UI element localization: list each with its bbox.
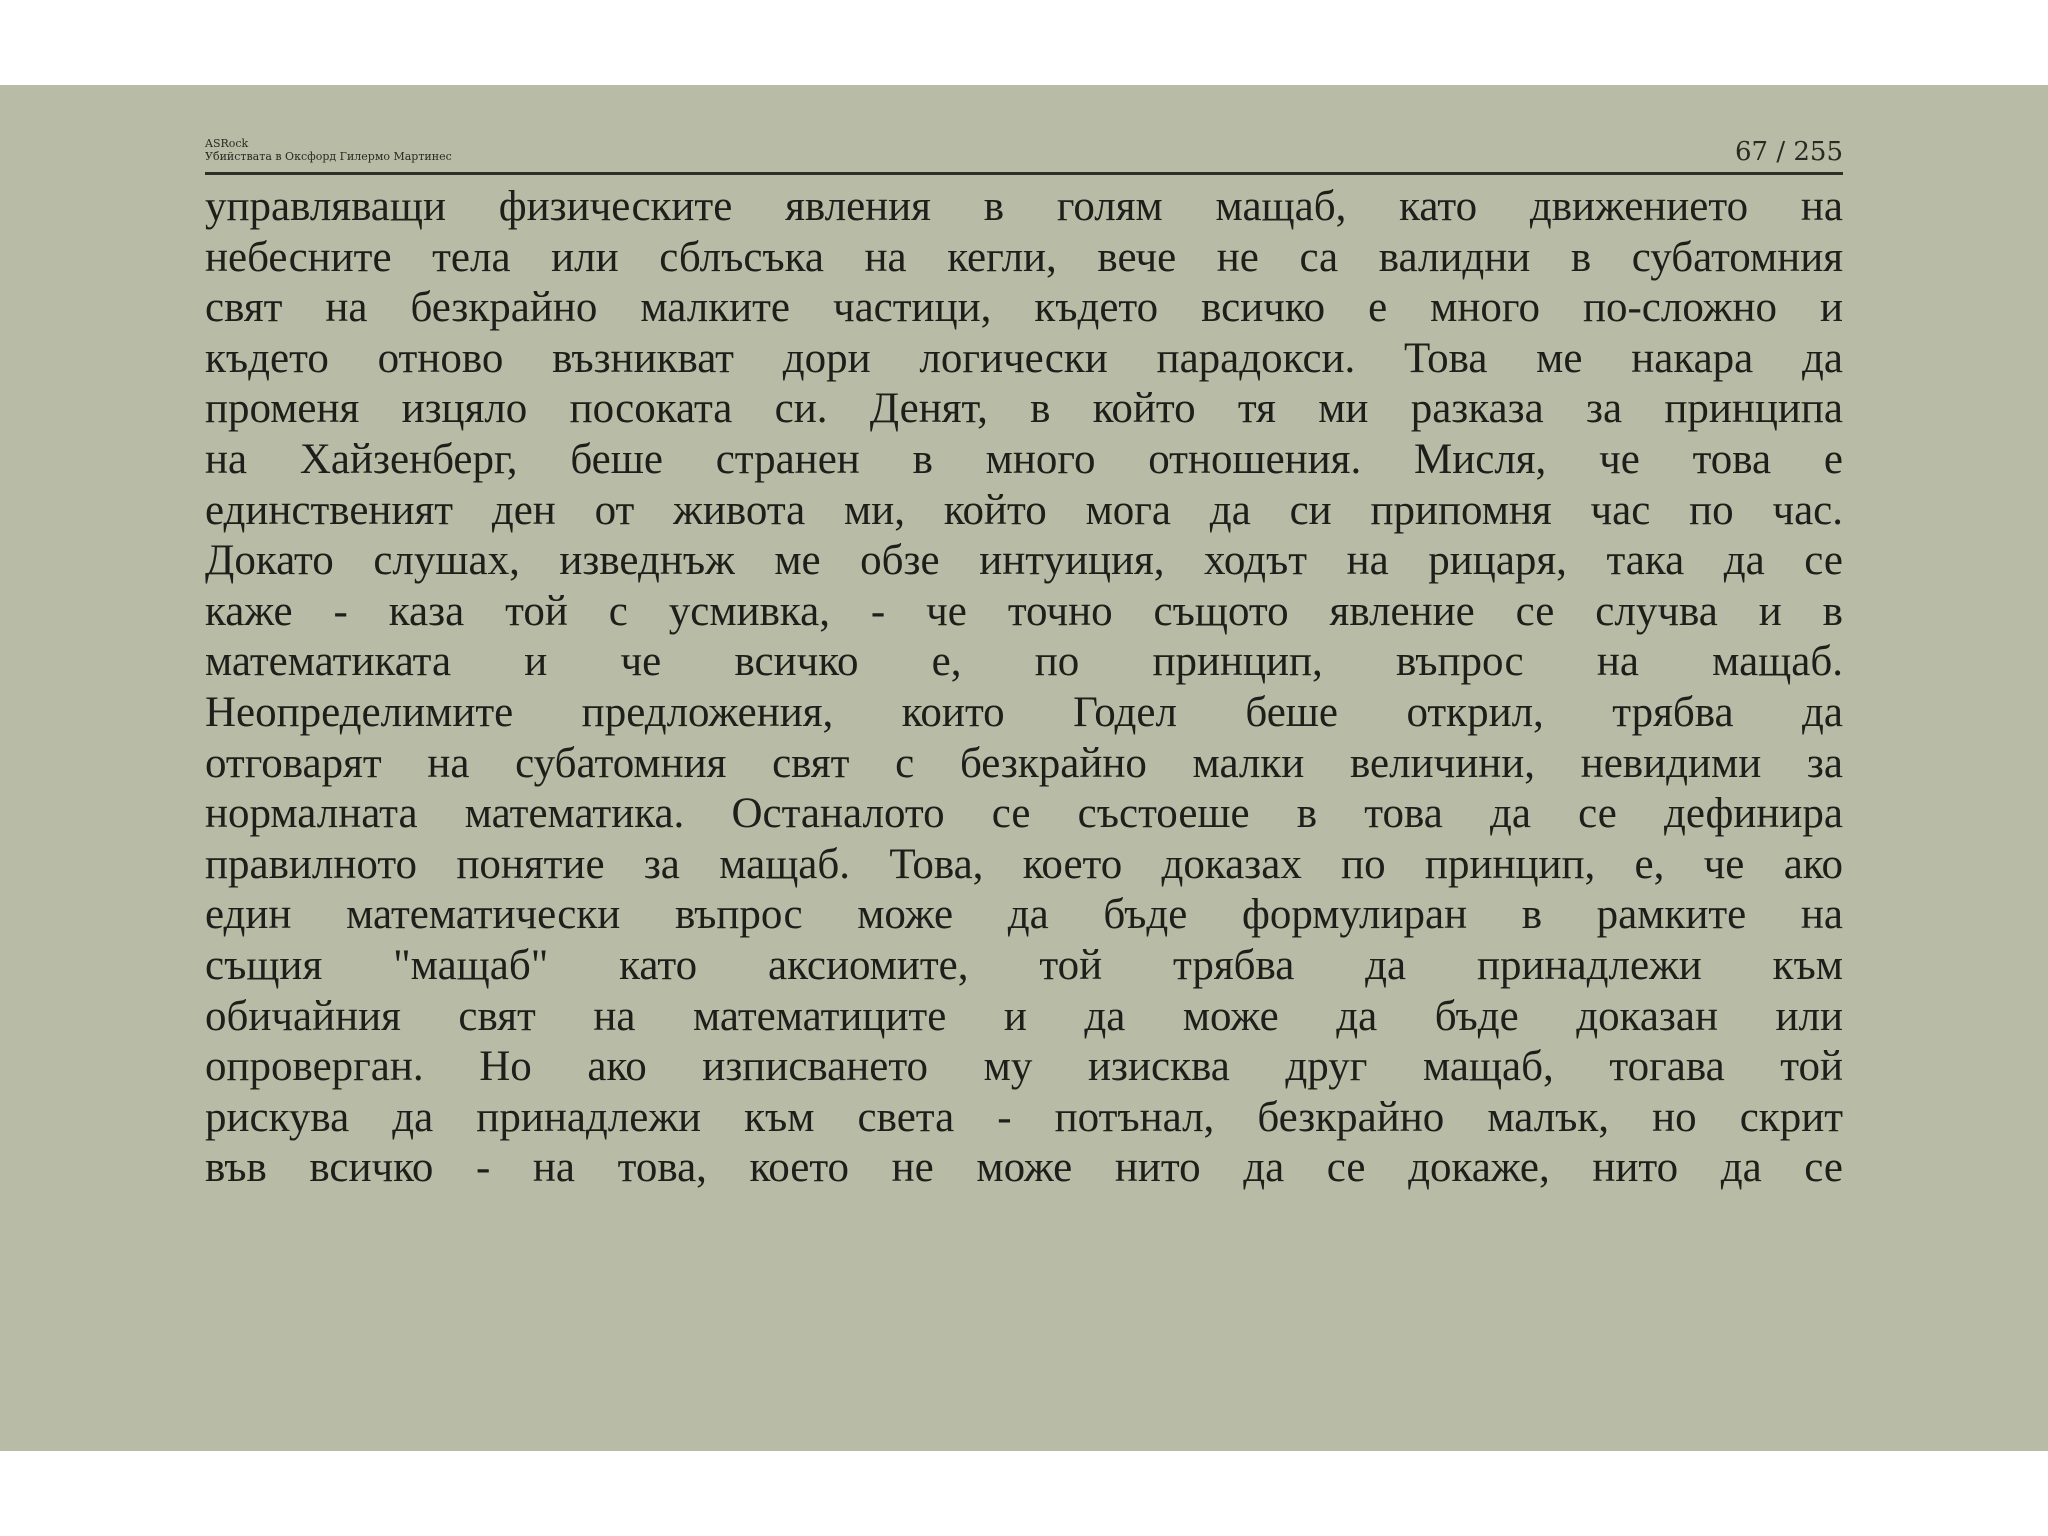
text-line: математиката и че всичко е, по принцип, въпрос на мащаб. (205, 638, 1843, 686)
text-line: отговарят на субатомния свят с безкрайно малки величини, невидими за (205, 739, 1843, 787)
text-line: небесните тела или сблъсъка на кегли, вече не са валидни в субатомния (205, 233, 1843, 281)
text-line: каже - каза той с усмивка, - че точно същото явление се случва и в (205, 587, 1843, 635)
text-line: на Хайзенберг, беше странен в много отношения. Мисля, че това е (205, 435, 1843, 483)
text-line: Неопределимите предложения, които Годел беше открил, трябва да (205, 688, 1843, 736)
text-line: нормалната математика. Останалото се състоеше в това да се дефинира (205, 790, 1843, 838)
text-line: управляващи физическите явления в голям мащаб, като движението на (205, 183, 1843, 230)
body-text (205, 182, 1843, 1194)
header-divider (205, 172, 1843, 175)
text-line: където отново възникват дори логически парадокси. Това ме накара да (205, 334, 1843, 382)
text-line: опроверган. Но ако изписването му изисква друг мащаб, тогава той (205, 1043, 1843, 1091)
page-indicator: 67 / 255 (1735, 137, 1843, 167)
text-line: рискува да принадлежи към света - потънал, безкрайно малък, но скрит (205, 1093, 1843, 1141)
header-left (205, 137, 452, 163)
text-line: същия "мащаб" като аксиомите, той трябва да принадлежи към (205, 941, 1843, 989)
text-line: във всичко - на това, което не може нито да се докаже, нито да се (205, 1144, 1843, 1192)
text-line: един математически въпрос може да бъде формулиран в рамките на (205, 891, 1843, 939)
text-line: обичайния свят на математиците и да може да бъде доказан или (205, 992, 1843, 1040)
text-line: свят на безкрайно малките частици, където всичко е много по-сложно и (205, 284, 1843, 332)
text-line: единственият ден от живота ми, който мога да си припомня час по час. (205, 486, 1843, 534)
book-title: Убийствата в Оксфорд Гилермо Мартинес (205, 150, 452, 163)
text-line: променя изцяло посоката си. Денят, в който тя ми разказа за принципа (205, 385, 1843, 433)
publisher-label: ASRock (205, 137, 249, 150)
text-line: Докато слушах, изведнъж ме обзе интуиция, ходът на рицаря, така да се (205, 537, 1843, 585)
text-line: правилното понятие за мащаб. Това, което доказах по принцип, е, че ако (205, 840, 1843, 888)
